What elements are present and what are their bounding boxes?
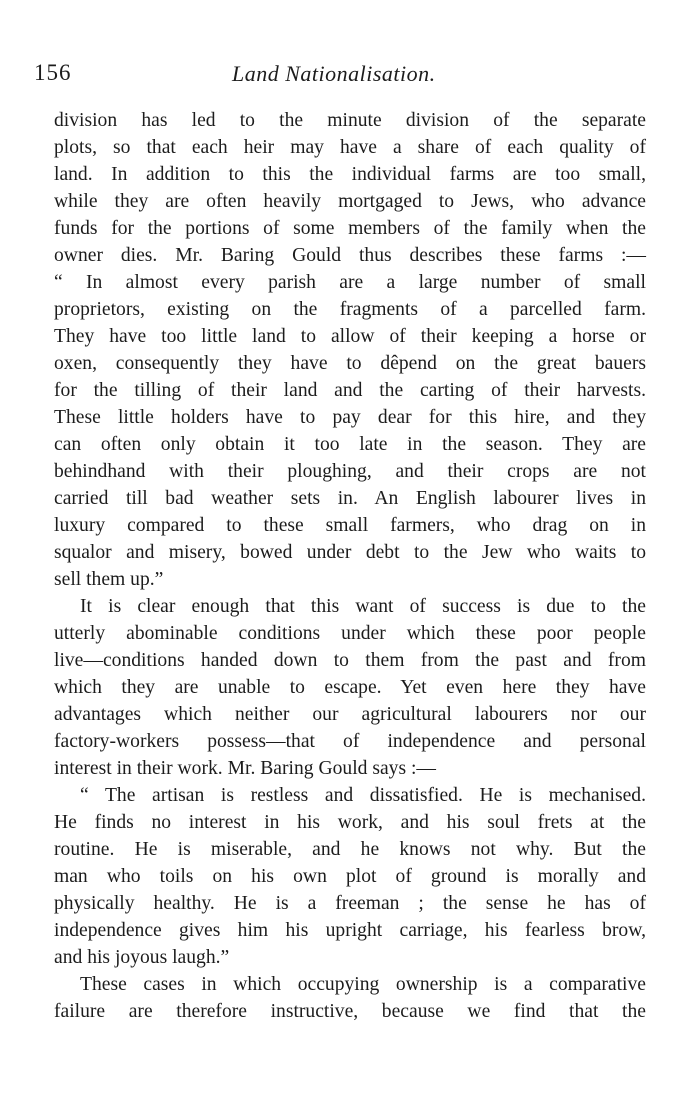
running-title: Land Nationalisation.: [232, 61, 436, 86]
text-line: owner dies. Mr. Baring Gould thus describes these farms :—: [54, 245, 646, 266]
text-line: He finds no interest in his work, and his soul frets at the: [54, 812, 646, 833]
text-line: for the tilling of their land and the carting of their harvests.: [54, 380, 646, 401]
text-line: They have too little land to allow of their keeping a horse or: [54, 326, 646, 347]
page-number: 156: [34, 60, 72, 85]
text-line: squalor and misery, bowed under debt to the Jew who waits to: [54, 542, 646, 563]
text-line: It is clear enough that this want of success is due to the: [80, 596, 646, 617]
text-line: funds for the portions of some members of the family when the: [54, 218, 646, 239]
body-text: [54, 107, 646, 1025]
text-line: and his joyous laugh.”: [54, 947, 230, 968]
text-line: routine. He is miserable, and he knows not why. But the: [54, 839, 646, 860]
text-line: advantages which neither our agricultural labourers nor our: [54, 704, 646, 725]
text-line: luxury compared to these small farmers, who drag on in: [54, 515, 646, 536]
text-line: live—conditions handed down to them from the past and from: [54, 650, 646, 671]
text-line: factory-workers possess—that of independence and personal: [54, 731, 646, 752]
text-line: These little holders have to pay dear for this hire, and they: [54, 407, 646, 428]
text-line: These cases in which occupying ownership is a comparative: [80, 974, 646, 995]
text-line: behindhand with their ploughing, and their crops are not: [54, 461, 646, 482]
text-line: physically healthy. He is a freeman ; the sense he has of: [54, 893, 646, 914]
text-line: plots, so that each heir may have a share of each quality of: [54, 137, 646, 158]
page-header: [34, 60, 650, 100]
text-line: “ The artisan is restless and dissatisfied. He is mechanised.: [80, 785, 646, 806]
text-line: failure are therefore instructive, because we find that the: [54, 1001, 646, 1022]
text-line: “ In almost every parish are a large number of small: [54, 272, 646, 293]
text-line: sell them up.”: [54, 569, 164, 590]
text-line: while they are often heavily mortgaged to Jews, who advance: [54, 191, 646, 212]
text-line: land. In addition to this the individual farms are too small,: [54, 164, 646, 185]
text-line: which they are unable to escape. Yet even here they have: [54, 677, 646, 698]
text-line: division has led to the minute division of the separate: [54, 110, 646, 131]
text-line: man who toils on his own plot of ground is morally and: [54, 866, 646, 887]
text-line: utterly abominable conditions under which these poor people: [54, 623, 646, 644]
text-line: interest in their work. Mr. Baring Gould says :—: [54, 758, 437, 779]
text-line: proprietors, existing on the fragments of a parcelled farm.: [54, 299, 646, 320]
text-line: can often only obtain it too late in the season. They are: [54, 434, 646, 455]
text-line: independence gives him his upright carriage, his fearless brow,: [54, 920, 646, 941]
text-line: oxen, consequently they have to dêpend on the great bauers: [54, 353, 646, 374]
text-line: carried till bad weather sets in. An English labourer lives in: [54, 488, 646, 509]
